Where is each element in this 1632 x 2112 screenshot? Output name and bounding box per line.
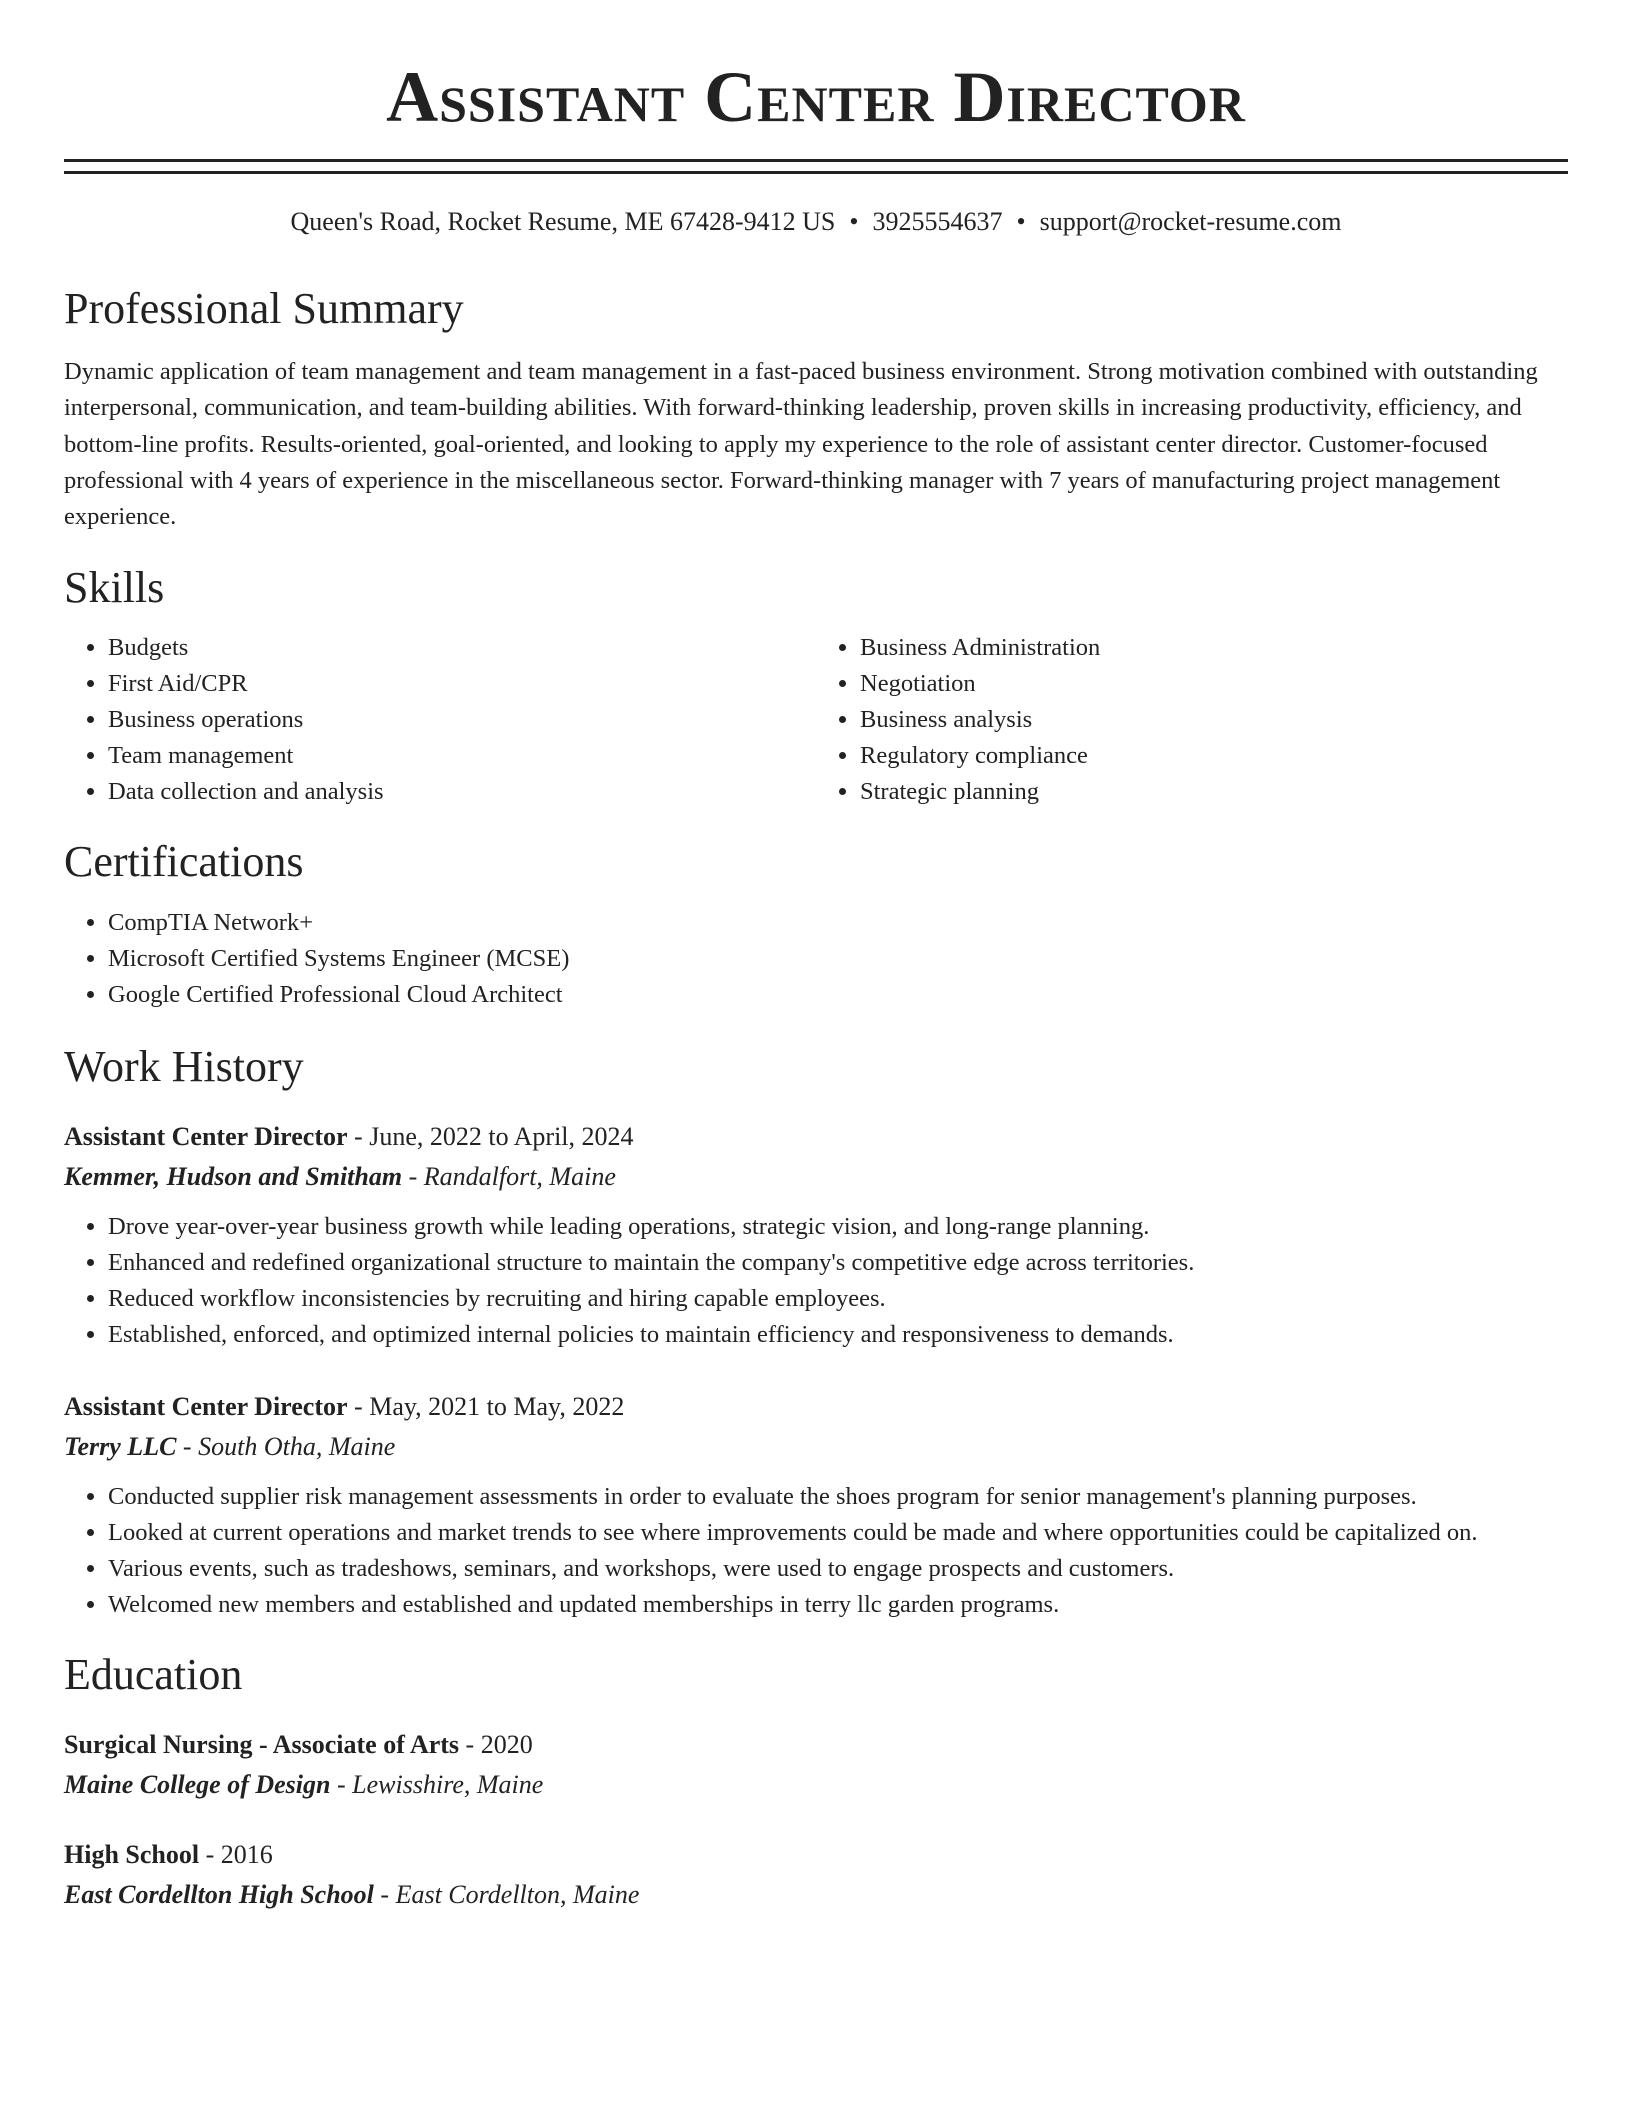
job-bullet-list <box>64 1209 1568 1353</box>
section-heading-work-history: Work History <box>64 1041 304 1091</box>
contact-phone: 3925554637 <box>872 207 1003 237</box>
dash: - <box>402 1161 424 1191</box>
skill-item: • Business analysis <box>860 702 1568 738</box>
job-bullet: • Various events, such as tradeshows, seminars, and workshops, were used to engage prospects and customers. <box>108 1551 1568 1587</box>
education-year: 2020 <box>480 1730 533 1760</box>
dash: - <box>347 1391 370 1421</box>
skills-section <box>64 564 1568 810</box>
education-year: 2016 <box>220 1840 273 1870</box>
certification-item: • Microsoft Certified Systems Engineer (MCSE) <box>108 941 1568 977</box>
resume-title: Assistant Center Director <box>386 57 1246 137</box>
contact-address: Queen's Road, Rocket Resume, ME 67428-9412 US <box>290 207 836 237</box>
section-heading-summary: Professional Summary <box>64 284 464 334</box>
job-dates: June, 2022 to April, 2024 <box>369 1121 634 1151</box>
education-section <box>64 1651 1568 1915</box>
job-company: Kemmer, Hudson and Smitham <box>64 1161 403 1191</box>
education-school-line <box>64 1765 1568 1805</box>
job-title: Assistant Center Director <box>64 1391 348 1421</box>
skill-item: • First Aid/CPR <box>108 666 816 702</box>
certifications-list <box>64 905 1568 1013</box>
job-bullet: • Looked at current operations and market trends to see where improvements could be made and where opportunities could be capitalized on. <box>108 1515 1568 1551</box>
education-school: Maine College of Design <box>64 1770 331 1800</box>
job-title: Assistant Center Director <box>64 1121 348 1151</box>
job-location: South Otha, Maine <box>198 1431 396 1461</box>
contact-line <box>64 206 1568 237</box>
skill-item: • Negotiation <box>860 666 1568 702</box>
work-history-section <box>64 1043 1568 1623</box>
skill-item: • Regulatory compliance <box>860 738 1568 774</box>
professional-summary-section <box>64 285 1568 535</box>
job-entry <box>64 1387 1568 1623</box>
education-location: East Cordellton, Maine <box>395 1880 640 1910</box>
education-location: Lewisshire, Maine <box>352 1770 544 1800</box>
skill-item: • Business operations <box>108 702 816 738</box>
certification-item: • CompTIA Network+ <box>108 905 1568 941</box>
education-entry <box>64 1725 1568 1805</box>
job-bullet: • Welcomed new members and established and updated memberships in terry llc garden programs. <box>108 1587 1568 1623</box>
skill-item: • Data collection and analysis <box>108 774 816 810</box>
dash: - <box>459 1730 481 1760</box>
job-dates: May, 2021 to May, 2022 <box>369 1391 625 1421</box>
dash: - <box>176 1431 199 1461</box>
section-heading-skills: Skills <box>64 562 165 612</box>
skills-list-left <box>64 630 816 810</box>
job-bullet: • Enhanced and redefined organizational structure to maintain the company's competitive edge across territories. <box>108 1245 1568 1281</box>
title-double-rule <box>64 159 1568 174</box>
job-location: Randalfort, Maine <box>423 1161 616 1191</box>
skills-list-right <box>816 630 1568 810</box>
education-school-line <box>64 1875 1568 1915</box>
certifications-section <box>64 838 1568 1012</box>
dash: - <box>330 1770 353 1800</box>
skills-grid <box>64 630 1568 810</box>
skill-item: • Budgets <box>108 630 816 666</box>
certification-item: • Google Certified Professional Cloud Architect <box>108 977 1568 1013</box>
education-school: East Cordellton High School <box>64 1880 374 1910</box>
job-bullet: • Established, enforced, and optimized internal policies to maintain efficiency and responsiveness to demands. <box>108 1317 1568 1353</box>
contact-email: support@rocket-resume.com <box>1039 207 1342 237</box>
contact-separator: • <box>1016 207 1026 237</box>
job-bullet-list <box>64 1479 1568 1623</box>
education-entry <box>64 1835 1568 1915</box>
job-company-line <box>64 1427 1568 1467</box>
skill-item: • Strategic planning <box>860 774 1568 810</box>
skill-item: • Team management <box>108 738 816 774</box>
contact-separator: • <box>849 207 859 237</box>
job-bullet: • Conducted supplier risk management assessments in order to evaluate the shoes program for senior management's planning purposes. <box>108 1479 1568 1515</box>
job-title-line <box>64 1387 1568 1427</box>
education-degree: High School <box>64 1840 200 1870</box>
education-degree-line <box>64 1725 1568 1765</box>
dash: - <box>347 1121 370 1151</box>
summary-text: Dynamic application of team management and team management in a fast-paced business environment. Strong motivation combined with outstanding interpersonal, communication, and team-building abilities. With forward-thinking leadership, proven skills in increasing productivity, efficiency, and bottom-line profits. Results-oriented, goal-oriented, and looking to apply my experience to the role of assistant center director. Customer-focused professional with 4 years of experience in the miscellaneous sector. Forward-thinking manager with 7 years of manufacturing project management experience. <box>64 357 1538 531</box>
job-company: Terry LLC <box>64 1431 177 1461</box>
dash: - <box>199 1840 221 1870</box>
skill-item: • Business Administration <box>860 630 1568 666</box>
education-degree: Surgical Nursing - Associate of Arts <box>64 1730 460 1760</box>
education-degree-line <box>64 1835 1568 1875</box>
section-heading-certifications: Certifications <box>64 837 304 887</box>
job-bullet: • Reduced workflow inconsistencies by recruiting and hiring capable employees. <box>108 1281 1568 1317</box>
job-company-line <box>64 1157 1568 1197</box>
job-bullet: • Drove year-over-year business growth while leading operations, strategic vision, and long-range planning. <box>108 1209 1568 1245</box>
dash: - <box>373 1880 396 1910</box>
job-title-line <box>64 1117 1568 1157</box>
section-heading-education: Education <box>64 1649 243 1699</box>
job-entry <box>64 1117 1568 1353</box>
